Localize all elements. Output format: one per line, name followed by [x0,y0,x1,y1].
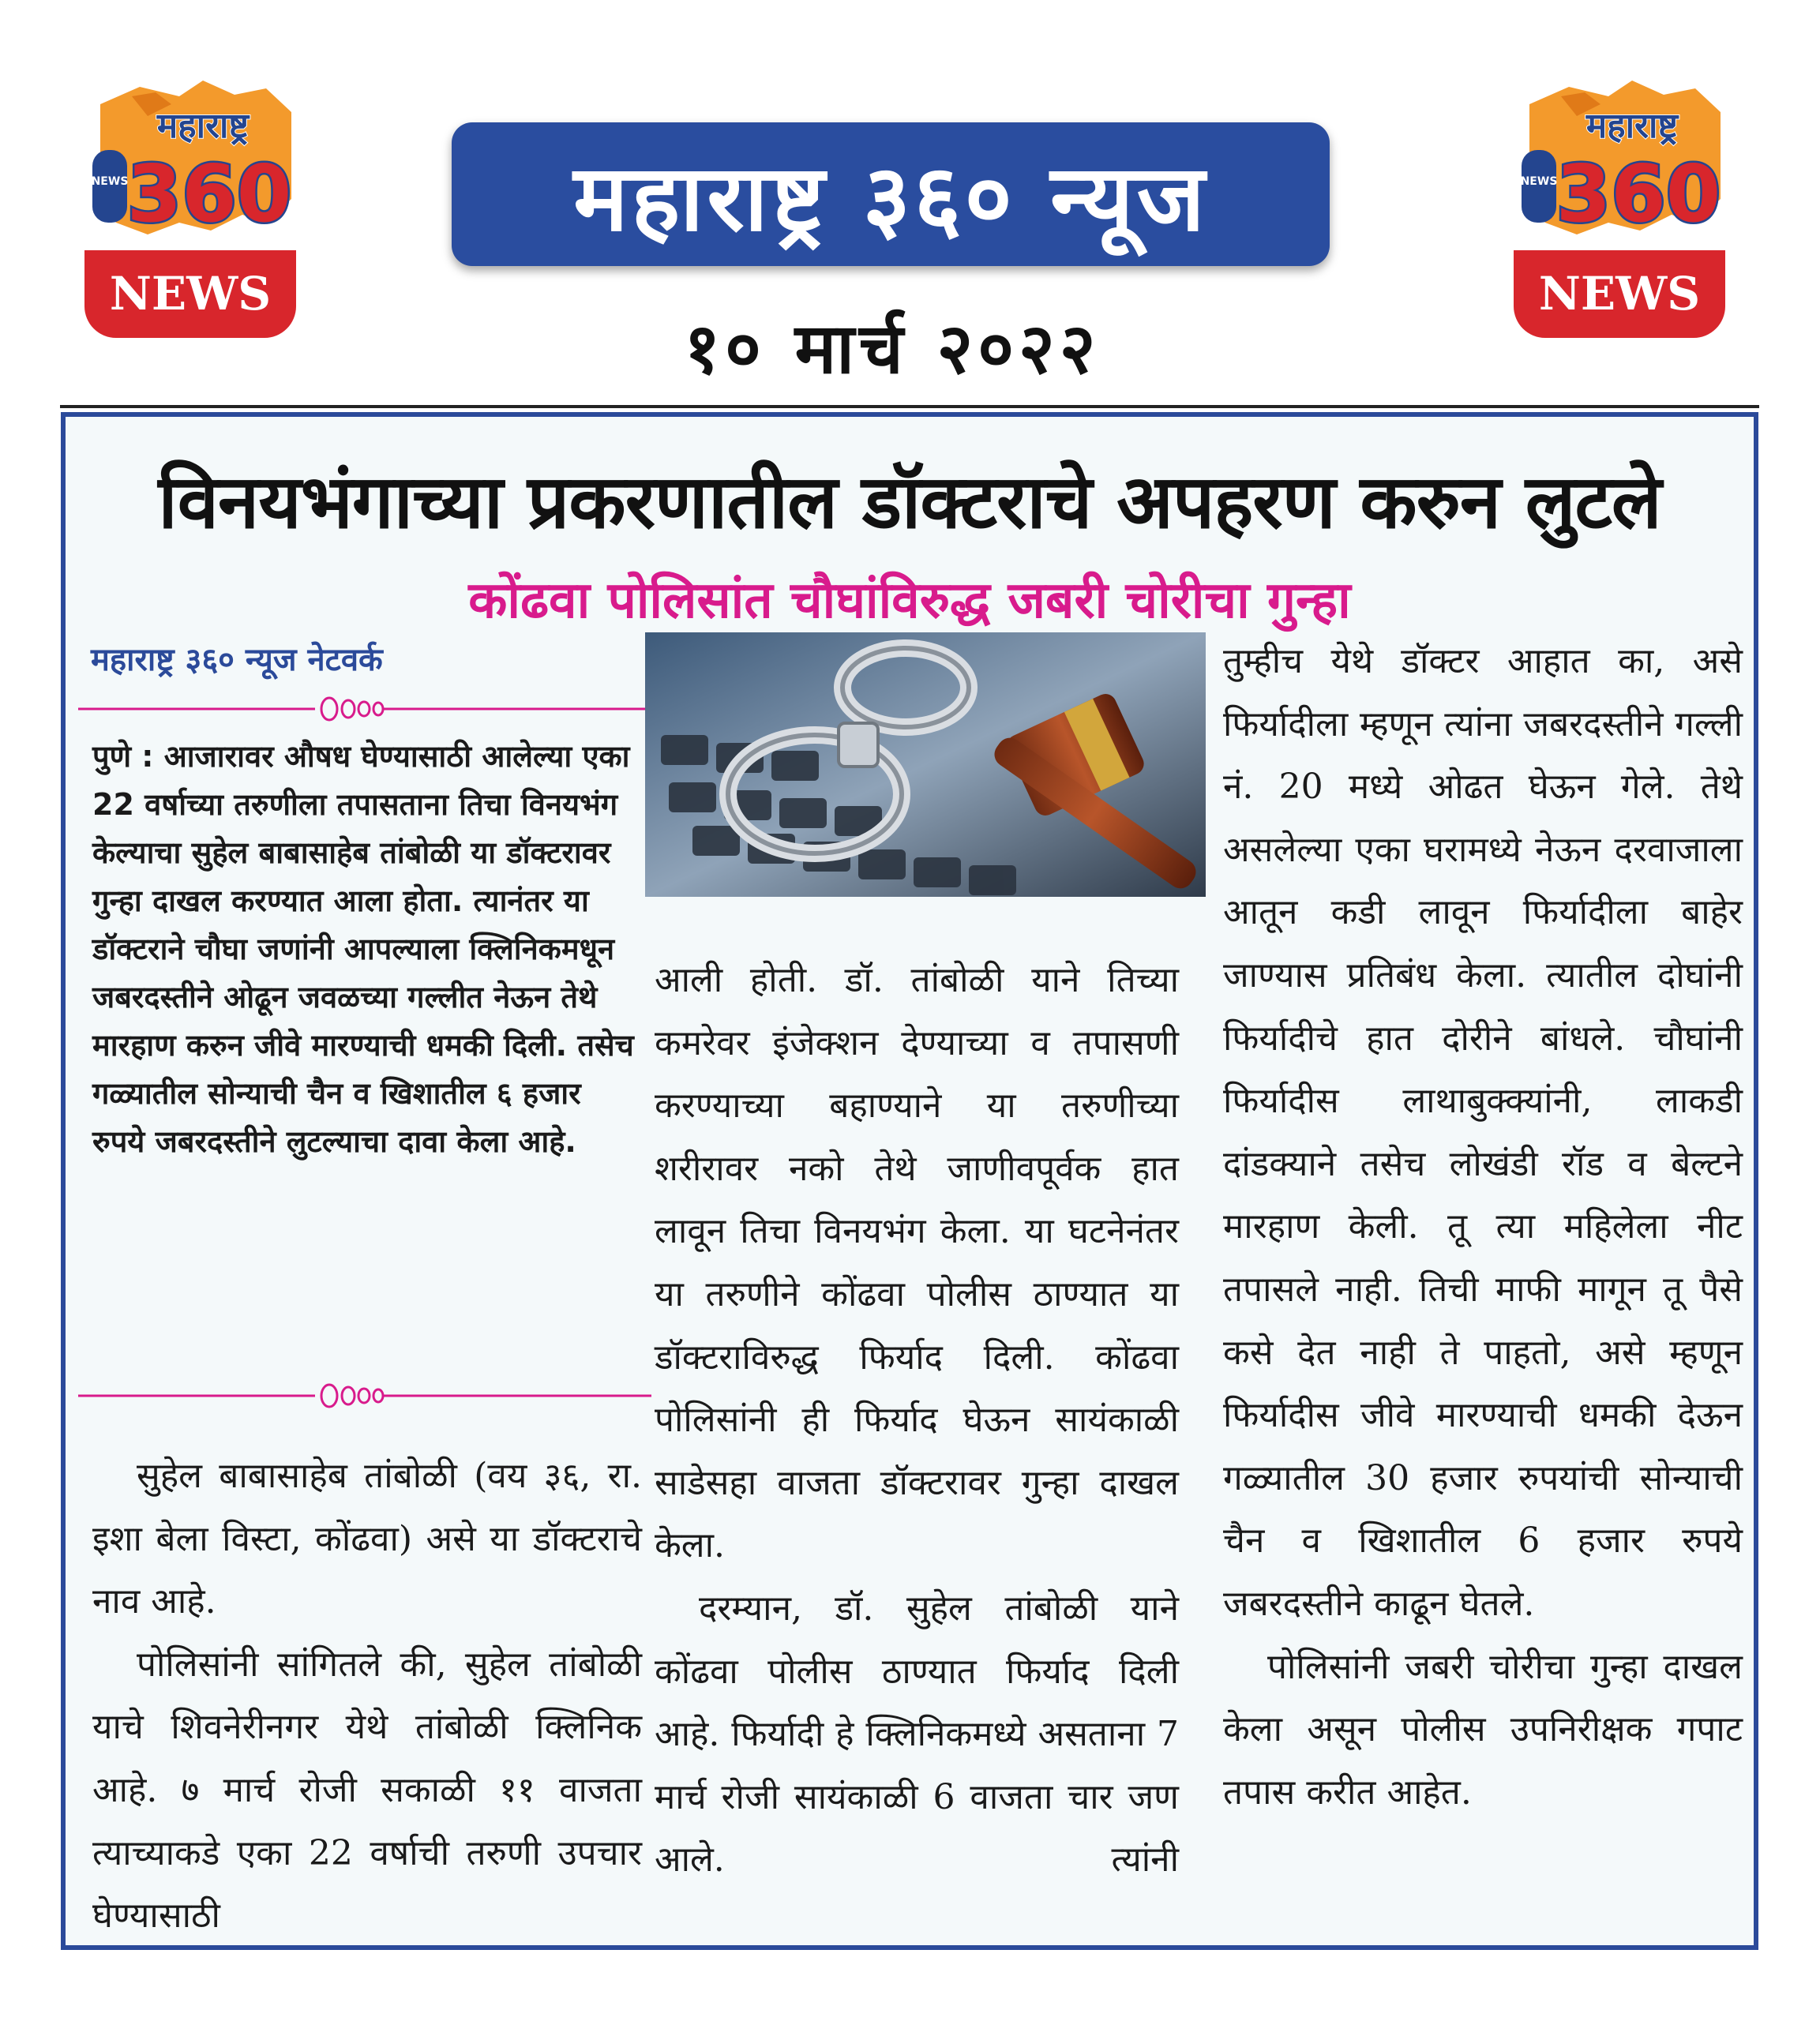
logo-right [1514,73,1725,338]
ornament-divider-icon [78,1382,651,1410]
logo-banner: NEWS [1538,267,1701,321]
maharashtra-map-icon [84,73,296,338]
maharashtra-map-icon [1514,73,1725,338]
article-headline: विनयभंगाच्या प्रकरणातील डॉक्टराचे अपहरण करुन लुटले [158,459,1661,546]
mic-label: NEWS [1520,175,1558,188]
logo-banner: NEWS [109,267,272,321]
logo-left [84,73,296,338]
microphone-icon [92,150,129,223]
col2-paragraph-2: दरम्यान, डॉ. सुहेल तांबोळी याने कोंढवा पोलीस ठाण्यात फिर्याद दिली आहे. फिर्यादी हे क्लिनिकमध्ये असताना 7 मार्च रोजी सायंकाळी 6 वाजता चार जण आले. त्यांनी [655,1588,1179,1880]
logo-number: 360 [1555,148,1721,240]
article-box [61,412,1758,1950]
issue-date: १० मार्च २०२२ [684,308,1101,389]
col3-paragraph-2: पोलिसांनी जबरी चोरीचा गुन्हा दाखल केला असून पोलीस उपनिरीक्षक गपाट तपास करीत आहेत. [1223,1646,1743,1813]
logo-state-name: महाराष्ट्र [1585,106,1679,146]
masthead-title: महाराष्ट्र ३६० न्यूज [573,145,1208,252]
masthead-banner [452,122,1330,266]
logo-state-name: महाराष्ट्र [156,106,250,146]
article-subheadline: कोंढवा पोलिसांत चौघांविरुद्ध जबरी चोरीचा गुन्हा [468,572,1351,630]
col1-paragraph-1: सुहेल बाबासाहेब तांबोळी (वय ३६, रा. इशा बेला विस्टा, कोंढवा) असे या डॉक्टराचे नाव आहे. [92,1456,642,1622]
ornament-divider-icon [78,695,651,723]
article-column-3 [1223,630,1743,1824]
article-column-1 [92,1445,642,1948]
header-rule [60,405,1759,408]
microphone-icon [1521,150,1558,223]
handcuffs-gavel-photo [645,632,1206,897]
article-intro: पुणे : आजारावर औषध घेण्यासाठी आलेल्या एका 22 वर्षाच्या तरुणीला तपासताना तिचा विनयभंग केल्याचा सुहेल बाबासाहेब तांबोळी या डॉक्टरावर गुन्हा दाखल करण्यात आला होता. त्यानंतर या डॉक्टराने चौघा जणांनी आपल्याला क्लिनिकमधून जबरदस्तीने ओढून जवळच्या गल्लीत नेऊन तेथे मारहाण करुन जीवे मारण्याची धमकी दिली. तसेच गळ्यातील सोन्याची चैन व खिशातील ६ हजार रुपये जबरदस्तीने लुटल्याचा दावा केला आहे. [92,739,634,1159]
logo-number: 360 [126,148,292,240]
col3-paragraph-1: तुम्हीच येथे डॉक्टर आहात का, असे फिर्यादीला म्हणून त्यांना जबरदस्तीने गल्ली नं. 20 मध्ये ओढत घेऊन गेले. तेथे असलेल्या एका घरामध्ये नेऊन दरवाजाला आतून कडी लावून फिर्यादीला बाहेर जाण्यास प्रतिबंध केला. त्यातील दोघांनी फिर्यादीचे हात दोरीने बांधले. चौघांनी फिर्यादीस लाथाबुक्क्यांनी, लाकडी दांडक्याने तसेच लोखंडी रॉड व बेल्टने मारहाण केली. तू त्या महिलेला नीट तपासले नाही. तिची माफी मागून तू पैसे कसे देत नाही ते पाहतो, असे म्हणून फिर्यादीस जीवे मारण्याची धमकी देऊन गळ्यातील 30 हजार रुपयांची सोन्याची चैन व खिशातील 6 हजार रुपये जबरदस्तीने काढून घेतले. [1223,641,1743,1624]
mic-label: NEWS [91,175,129,188]
article-column-2 [655,949,1179,1892]
article-byline: महाराष्ट्र ३६० न्यूज नेटवर्क [91,642,383,678]
col2-paragraph-1: आली होती. डॉ. तांबोळी याने तिच्या कमरेवर इंजेक्शन देण्याच्या व तपासणी करण्याच्या बहाण्याने या तरुणीच्या शरीरावर नको तेथे जाणीवपूर्वक हात लावून तिचा विनयभंग केला. या घटनेनंतर या तरुणीने कोंढवा पोलीस ठाण्यात या डॉक्टराविरुद्ध फिर्याद दिली. कोंढवा पोलिसांनी ही फिर्याद घेऊन सायंकाळी साडेसहा वाजता डॉक्टरावर गुन्हा दाखल केला. [655,960,1179,1566]
col1-paragraph-2: पोलिसांनी सांगितले की, सुहेल तांबोळी याचे शिवनेरीनगर येथे तांबोळी क्लिनिक आहे. ७ मार्च रोजी सकाळी ११ वाजता त्याच्याकडे एका 22 वर्षाची तरुणी उपचार घेण्यासाठी [92,1644,642,1937]
